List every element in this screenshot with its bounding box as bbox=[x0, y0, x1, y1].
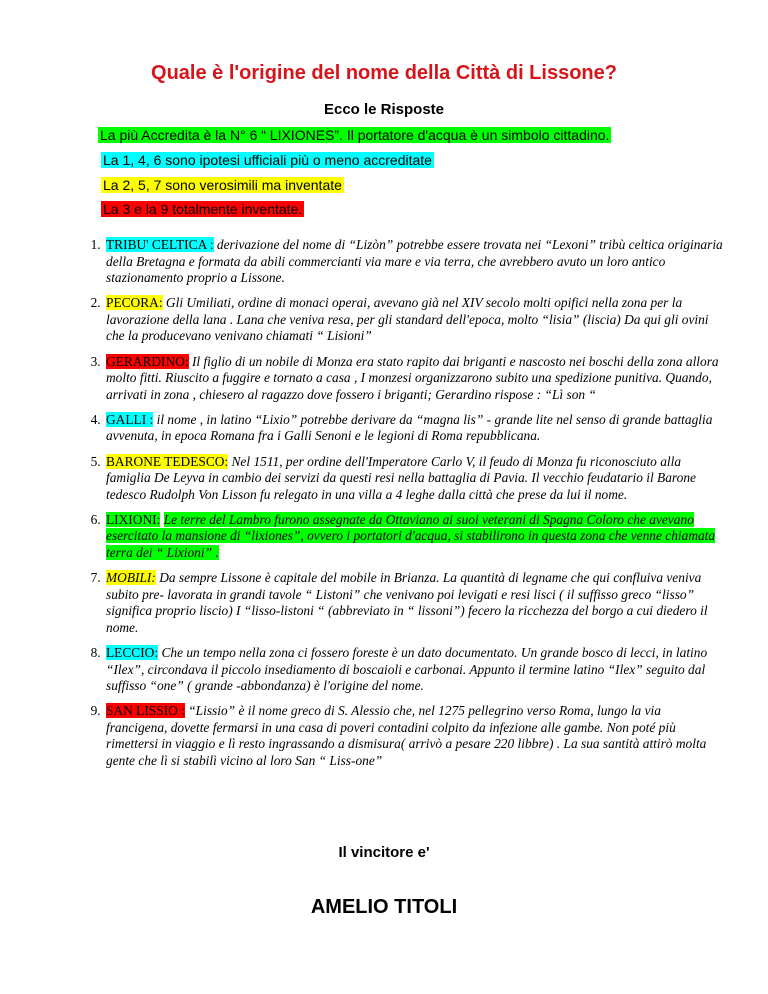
list-item bbox=[104, 237, 724, 287]
list-item bbox=[104, 412, 724, 445]
item-label: GERARDINO: bbox=[106, 353, 189, 369]
list-item bbox=[104, 703, 724, 769]
page-subtitle: Ecco le Risposte bbox=[323, 101, 445, 118]
item-text: Nel 1511, per ordine dell'Imperatore Carlo V, il feudo di Monza fu riconosciuto alla famiglia De Leyva in cambio dei servizi da questi resi nella battaglia di Pavia. Il vecchio feudatario il Barone tedesco Rudolph Von Lisson fu relegato in una villa a 4 leghe dalla città che prese da lui il nome. bbox=[106, 453, 696, 502]
legend-line-1 bbox=[98, 127, 611, 143]
legend-text: La 1, 4, 6 sono ipotesi ufficiali più o meno accreditate bbox=[103, 152, 432, 168]
item-text: Che un tempo nella zona ci fossero foreste è un dato documentato. Un grande bosco di lecci, in latino “Ilex”, circondava il piccolo insediamento di boscaioli e carbonai. Appunto il termine latino “Ilex” seguito dal suffisso “one” ( grande -abbondanza) è l'origine del nome. bbox=[106, 644, 708, 694]
item-text: Le terre del Lambro furono assegnate da Ottaviano ai suoi veterani di Spagna Coloro che avevano esercitato la mansione di “lixiones”, ovvero i portatori d'acqua, si stabilirono in questa zona che venne chiamata terra dei “ Lixioni” . bbox=[106, 511, 716, 560]
winner-name: AMELIO TITOLI bbox=[310, 896, 458, 918]
legend-line-3 bbox=[101, 177, 344, 193]
winner-label: Il vincitore e' bbox=[338, 844, 430, 861]
list-item bbox=[104, 570, 724, 636]
legend-text: La 2, 5, 7 sono verosimili ma inventate bbox=[103, 177, 342, 193]
item-text: derivazione del nome di “Lizòn” potrebbe essere trovata nei “Lexoni” tribù celtica originaria della Bretagna e formata da abili commercianti via mare e via terra, che avrebbero avuto un loro antico stazionamento proprio a Lissone. bbox=[106, 237, 723, 286]
item-text: il nome , in latino “Lixio” potrebbe derivare da “magna lis” - grande lite nel senso di grande battaglia avvenuta, in epoca Romana fra i Galli Senoni e le legioni di Roma repubblicana. bbox=[106, 411, 713, 444]
list-item bbox=[104, 354, 724, 404]
item-label: LECCIO: bbox=[106, 644, 159, 660]
list-item bbox=[104, 295, 724, 345]
item-label: MOBILI: bbox=[106, 570, 156, 586]
item-label: LIXIONI: bbox=[106, 511, 161, 527]
item-text: Il figlio di un nobile di Monza era stato rapito dai briganti e nascosto nei boschi della zona allora molto fitti. Riuscito a fuggire e tornato a casa , I monzesi organizzarono subito una spedizione punitiva. Quando, arrivati in zona , chiesero al ragazzo dove fossero i briganti; Gerardino rispose : “Lì son “ bbox=[106, 353, 719, 402]
list-item bbox=[104, 454, 724, 504]
hypotheses-list bbox=[80, 237, 724, 778]
item-label: TRIBU' CELTICA : bbox=[106, 237, 214, 252]
item-label: GALLI : bbox=[106, 411, 154, 427]
item-label: SAN LISSIO : bbox=[106, 703, 185, 719]
legend-line-2 bbox=[101, 152, 434, 168]
page-title: Quale è l'origine del nome della Città di Lissone? bbox=[151, 62, 617, 84]
legend-text: La più Accredita è la N° 6 “ LIXIONES”. Il portatore d'acqua è un simbolo cittadino. bbox=[100, 127, 610, 143]
item-text: Da sempre Lissone è capitale del mobile in Brianza. La quantità di legname che qui confluiva veniva subito pre- lavorata in grandi tavole “ Listoni” che venivano poi levigati e resi lisci ( il suffisso greco “lisso” significa proprio liscio) I “lisso-listoni “ (abbreviato in “ lissoni”) fecero la ricchezza del borgo a cui diedero il nome. bbox=[106, 570, 708, 635]
item-label: BARONE TEDESCO: bbox=[106, 453, 229, 469]
list-item bbox=[104, 645, 724, 695]
item-text: “Lissio” è il nome greco di S. Alessio che, nel 1275 pellegrino verso Roma, lungo la via francigena, dovette fermarsi in una casa di poveri contadini colpito da infezione alle gambe. Non poté più rimettersi in viaggio e lì resto ingrassando a dismisura( arrivò a pesare 220 libbre) . La sua santità attirò molta gente che lì si stabilì vicino al loro San “ Liss-one” bbox=[106, 703, 707, 769]
item-text: Gli Umiliati, ordine di monaci operai, avevano già nel XIV secolo molti opifici nella zona per la lavorazione della lana . Lana che veniva resa, per gli standard dell'epoca, molto “lisia” (liscia) Da qui gli ovini che la producevano venivano chiamati “ Lisioni” bbox=[106, 295, 709, 344]
item-label: PECORA: bbox=[106, 295, 163, 311]
legend-text: La 3 e la 9 totalmente inventate. bbox=[103, 201, 303, 217]
legend-line-4 bbox=[101, 201, 304, 217]
list-item bbox=[104, 512, 724, 562]
